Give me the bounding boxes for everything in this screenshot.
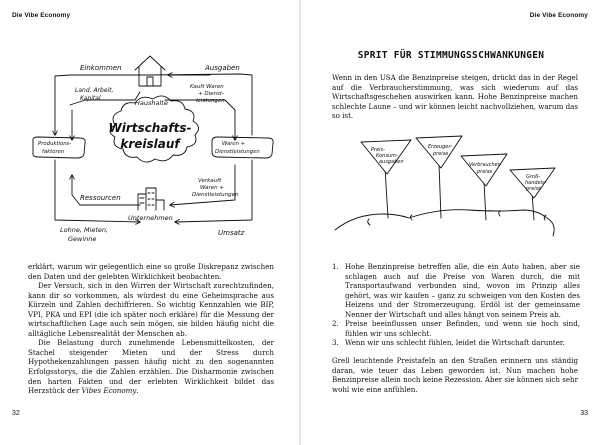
list-text: Preise beeinflussen unser Befinden, und wenn sie hoch sind, fühlen wir uns schlecht.: [345, 319, 580, 338]
paragraph-text: Die Belastung durch zunehmende Lebensmittelkosten, der Stachel steigender Mieten und der Stress durch Hypothekenzahlungen passen häufig nicht zu den sogenannten Erfolgsstorys, die die Zahlen erzählen. Die Disharmonie zwischen den harten Fakten und der erlebten Wirklichkeit bildet das Herzstück der: [28, 338, 274, 396]
economic-cycle-diagram: [0, 0, 300, 260]
diagram-company-sells-1: Verkauft: [198, 178, 222, 184]
diagram-companies: Unternehmen: [128, 214, 173, 222]
price-signs-illustration: [300, 130, 600, 250]
sign-3-line-2: preise: [477, 169, 493, 175]
list-number: 3.: [332, 338, 339, 348]
diagram-center-1: Wirtschafts-: [108, 121, 192, 135]
list-item: [332, 262, 580, 319]
intro-paragraph: Wenn in den USA die Benzinpreise steigen, drückt das in der Regel auf die Verbraucherstimmung, was sich wiederum auf das Wirtschaftsgeschehen auswirken kann. Hohe Benzinpreise machen schlechte Laune – und wir können leicht nachvollziehen, warum das so ist.: [332, 73, 578, 121]
diagram-household-inputs-1: Land, Arbeit,: [75, 87, 114, 94]
sign-3-line-1: Verbraucher-: [469, 162, 502, 168]
diagram-top-right: Ausgaben: [205, 64, 240, 72]
period: .: [136, 386, 139, 396]
diagram-household-buys-3: leistungen: [196, 98, 225, 104]
list-item: [332, 338, 580, 348]
diagram-goods-1: Waren +: [222, 141, 246, 147]
page-number: 32: [12, 410, 20, 417]
sketch-title: SPRIT FÜR STIMMUNGSSCHWANKUNGEN: [357, 50, 545, 61]
sign-2-line-1: Erzeuger-: [428, 144, 452, 150]
book-title: Vibes Economy: [81, 386, 137, 396]
list-number: 2.: [332, 319, 339, 329]
closing-paragraph: Grell leuchtende Preistafeln an den Straßen erinnern uns ständig daran, wie teuer das Leben geworden ist. Nun machen hohe Benzinpreise allein noch keine Rezession. Aber sie können sich sehr wohl wie eine anfühlen.: [332, 356, 579, 394]
diagram-factors-1: Produktions-: [38, 141, 72, 147]
diagram-resources: Ressourcen: [80, 194, 121, 202]
diagram-payments-1: Lohne, Mieten,: [60, 226, 109, 234]
diagram-factors-2: faktoren: [42, 149, 65, 155]
list-text: Wenn wir uns schlecht fühlen, leidet die Wirtschaft darunter.: [345, 338, 565, 348]
diagram-household-buys-1: Kauft Waren: [190, 84, 224, 90]
diagram-household-inputs-2: Kapital: [80, 95, 101, 102]
sign-1-line-2: Konsum-: [376, 153, 398, 159]
right-page: [300, 0, 600, 445]
list-text: Hohe Benzinpreise betreffen alle, die ein Auto haben, aber sie schlagen auch auf die Preise von Waren durch, die mit Transportaufwand verbunden sind, wovon im Prinzip alles gehört, was wir kaufen – ganz zu schweigen von den Kosten des Heizens und der Stromerzeugung. Erdöl ist der gemeinsame Nenner der Wirtschaft und alles hängt von seinem Preis ab.: [345, 262, 580, 319]
diagram-company-sells-2: Waren +: [200, 185, 224, 191]
diagram-household-buys-2: + Dienst-: [198, 91, 224, 97]
sign-2-line-2: preise: [433, 151, 449, 157]
paragraph: Der Versuch, sich in den Wirren der Wirtschaft zurechtzufinden, kann dir so vorkommen, als würdest du eine Geheimsprache aus Kürzeln und Zahlen dechiffrieren. So wichtig Kennzahlen wie BIP, VPI, PKA und EPI (die ich später noch erkläre) für die Messung der wirtschaftlichen Lage auch sein mögen, sie bilden häufig nicht die alltägliche Lebensrealität der Menschen ab.: [28, 281, 274, 338]
sign-4-line-1: Groß-: [526, 174, 540, 180]
outer-loop-left: [55, 160, 140, 222]
diagram-top-left: Einkommen: [80, 64, 122, 72]
page-number: 33: [580, 410, 588, 417]
house-icon: [135, 56, 165, 86]
diagram-company-sells-3: Dienstleistungen: [192, 192, 239, 198]
numbered-list: [332, 262, 580, 348]
left-body-text: [28, 262, 274, 396]
diagram-revenue: Umsatz: [218, 229, 245, 237]
sign-4-line-2: handels-: [525, 180, 547, 186]
running-head: Die Vibe Economy: [12, 12, 71, 19]
sign-4-line-3: preise: [526, 186, 542, 192]
paragraph: erklärt, warum wir gelegentlich eine so große Diskrepanz zwischen den Daten und der gelebten Wirklichkeit beobachten.: [28, 262, 274, 281]
list-number: 1.: [332, 262, 339, 271]
diagram-payments-2: Gewinne: [68, 235, 97, 243]
paragraph-with-title: [28, 338, 274, 395]
buildings-icon: [138, 188, 164, 210]
sign-1-line-3: ausgaben: [379, 159, 404, 165]
diagram-center-2: kreislauf: [120, 137, 180, 151]
diagram-goods-2: Dienstleistungen: [215, 149, 260, 155]
running-head: Die Vibe Economy: [529, 12, 588, 19]
diagram-households: Haushalte: [135, 99, 168, 107]
list-item: [332, 319, 580, 338]
outer-loop-right: [175, 160, 252, 222]
sign-1-line-1: Preis-: [371, 147, 385, 153]
